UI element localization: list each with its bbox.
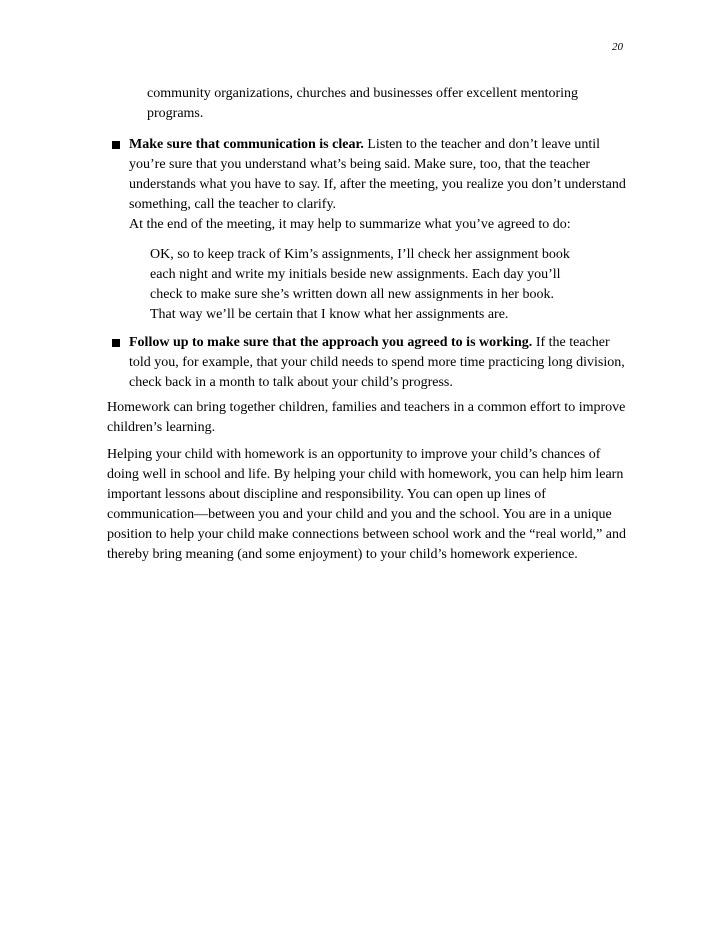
bullet-body-text: If the teacher told you, for example, that your child needs to spend more time practicing long division, check back in a month to talk about your child’s progress. xyxy=(129,335,625,390)
bullet-item-follow-up xyxy=(129,333,629,393)
bullet-lead-text: Follow up to make sure that the approach you agreed to is working. xyxy=(129,335,533,350)
body-paragraph: Helping your child with homework is an opportunity to improve your child’s chances of doing well in school and life. By helping your child with homework, you can help him learn important lessons about discipline and responsibility. You can open up lines of communication—between you and your child and you and the school. You are in a unique position to help your child make connections between school work and the “real world,” and thereby bring meaning (and some enjoyment) to your child’s homework experience. xyxy=(107,447,627,562)
square-bullet-icon xyxy=(112,141,120,149)
square-bullet-icon xyxy=(112,339,120,347)
bullet-follow-paragraph: At the end of the meeting, it may help to summarize what you’ve agreed to do: xyxy=(129,217,571,232)
body-paragraph: Homework can bring together children, families and teachers in a common effort to improve children’s learning. xyxy=(107,400,626,435)
bullet-item-communication xyxy=(129,135,629,215)
bullet-lead-text: Make sure that communication is clear. xyxy=(129,137,364,152)
continued-paragraph: community organizations, churches and businesses offer excellent mentoring programs. xyxy=(147,86,579,121)
page-number: 20 xyxy=(612,41,623,53)
bullet-body-text: Listen to the teacher and don’t leave until you’re sure that you understand what’s being said. Make sure, too, that the teacher understands what you have to say. If, after the meeting, you realize you don’t understand something, call the teacher to clarify. xyxy=(129,137,626,212)
example-quote: OK, so to keep track of Kim’s assignments, I’ll check her assignment book each night and write my initials beside new assignments. Each day you’ll check to make sure she’s written down all new assignments in her book. That way we’ll be certain that I know what her assignments are. xyxy=(150,247,570,322)
